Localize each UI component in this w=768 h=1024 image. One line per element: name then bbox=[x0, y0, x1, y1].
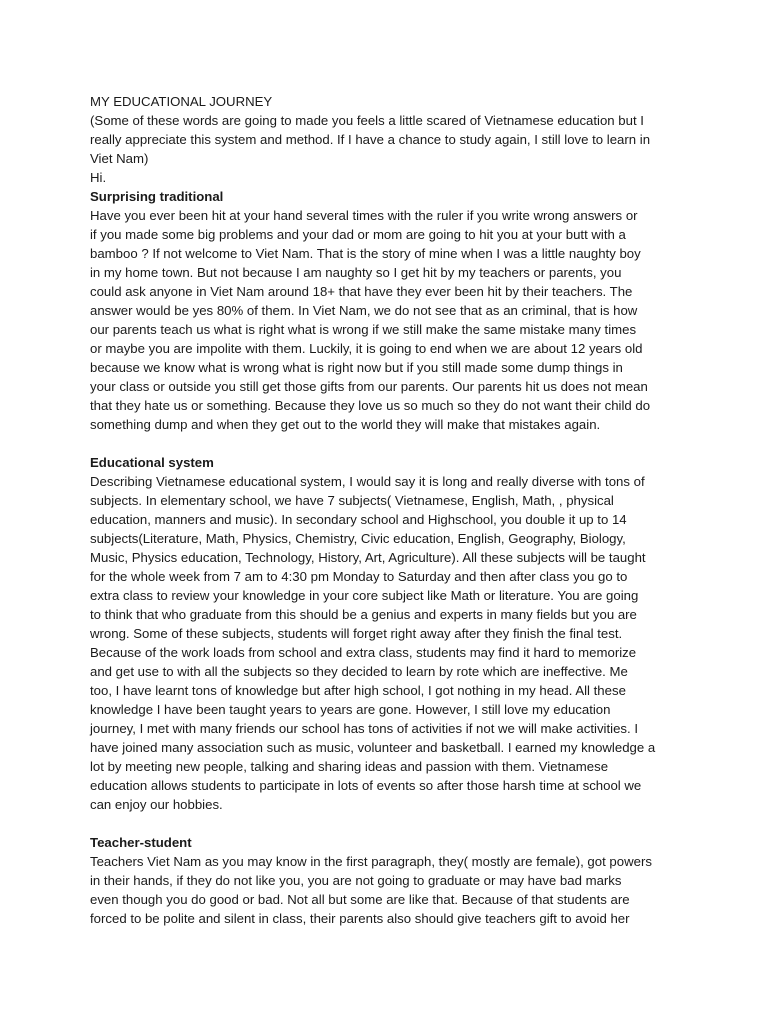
section-surprising-traditional bbox=[90, 187, 680, 434]
paragraph-line: subjects(Literature, Math, Physics, Chemistry, Civic education, English, Geography, Biology, bbox=[90, 531, 626, 546]
paragraph-line: can enjoy our hobbies. bbox=[90, 797, 223, 812]
paragraph-line: education, manners and music). In secondary school and Highschool, you double it up to 14 bbox=[90, 512, 627, 527]
paragraph-line: our parents teach us what is right what is wrong if we still make the same mistake many times bbox=[90, 322, 637, 337]
paragraph-line: even though you do good or bad. Not all but some are like that. Because of that students are bbox=[90, 892, 630, 907]
paragraph-line: something dump and when they get out to the world they will make that mistakes again. bbox=[90, 417, 601, 432]
section-heading: Educational system bbox=[90, 455, 214, 470]
paragraph-line: bamboo ? If not welcome to Viet Nam. That is the story of mine when I was a little naughty boy bbox=[90, 246, 641, 261]
intro-line: really appreciate this system and method. If I have a chance to study again, I still love to learn in bbox=[90, 132, 651, 147]
paragraph-line: for the whole week from 7 am to 4:30 pm Monday to Saturday and then after class you go to bbox=[90, 569, 628, 584]
paragraph-line: if you made some big problems and your dad or mom are going to hit you at your butt with a bbox=[90, 227, 626, 242]
paragraph-line: in their hands, if they do not like you, you are not going to graduate or may have bad marks bbox=[90, 873, 622, 888]
document-title: MY EDUCATIONAL JOURNEY bbox=[90, 94, 273, 109]
paragraph-line: answer would be yes 80% of them. In Viet Nam, we do not see that as an criminal, that is how bbox=[90, 303, 638, 318]
document-page bbox=[90, 92, 680, 928]
paragraph-line: your class or outside you still get those gifts from our parents. Our parents hit us does not mean bbox=[90, 379, 648, 394]
paragraph-line: forced to be polite and silent in class, their parents also should give teachers gift to avoid her bbox=[90, 911, 630, 926]
paragraph-line: because we know what is wrong what is right now but if you still made some dump things in bbox=[90, 360, 623, 375]
paragraph-line: Music, Physics education, Technology, History, Art, Agriculture). All these subjects will be taught bbox=[90, 550, 646, 565]
paragraph-line: knowledge I have been taught years to years are gone. However, I still love my education bbox=[90, 702, 611, 717]
paragraph-line: Teachers Viet Nam as you may know in the first paragraph, they( mostly are female), got powers bbox=[90, 854, 652, 869]
paragraph-line: that they hate us or something. Because they love us so much so they do not want their child do bbox=[90, 398, 651, 413]
paragraph-line: wrong. Some of these subjects, students will forget right away after they finish the final test. bbox=[90, 626, 623, 641]
paragraph-line: to think that who graduate from this should be a genius and experts in many fields but you are bbox=[90, 607, 637, 622]
section-heading: Surprising traditional bbox=[90, 189, 224, 204]
paragraph-line: have joined many association such as music, volunteer and basketball. I earned my knowledge a bbox=[90, 740, 656, 755]
section-educational-system bbox=[90, 453, 680, 814]
paragraph-spacer bbox=[90, 434, 680, 453]
paragraph-line: subjects. In elementary school, we have 7 subjects( Vietnamese, English, Math, , physical bbox=[90, 493, 614, 508]
paragraph-line: Because of the work loads from school and extra class, students may find it hard to memorize bbox=[90, 645, 637, 660]
section-heading: Teacher-student bbox=[90, 835, 192, 850]
paragraph-line: in my home town. But not because I am naughty so I get hit by my teachers or parents, you bbox=[90, 265, 622, 280]
paragraph-line: lot by meeting new people, talking and sharing ideas and passion with them. Vietnamese bbox=[90, 759, 609, 774]
paragraph-line: journey, I met with many friends our school has tons of activities if not we will make activities. I bbox=[90, 721, 638, 736]
paragraph-line: Describing Vietnamese educational system, I would say it is long and really diverse with tons of bbox=[90, 474, 645, 489]
paragraph-line: too, I have learnt tons of knowledge but after high school, I got nothing in my head. All these bbox=[90, 683, 626, 698]
paragraph-line: education allows students to participate in lots of events so after those harsh time at school we bbox=[90, 778, 642, 793]
section-teacher-student bbox=[90, 833, 680, 928]
paragraph-spacer bbox=[90, 814, 680, 833]
paragraph-line: could ask anyone in Viet Nam around 18+ that have they ever been hit by their teachers. The bbox=[90, 284, 633, 299]
paragraph-line: extra class to review your knowledge in your core subject like Math or literature. You are going bbox=[90, 588, 639, 603]
paragraph-line: and get use to with all the subjects so they decided to learn by rote which are ineffective. Me bbox=[90, 664, 628, 679]
paragraph-line: or maybe you are impolite with them. Luckily, it is going to end when we are about 12 years old bbox=[90, 341, 643, 356]
paragraph-line: Have you ever been hit at your hand several times with the ruler if you write wrong answers or bbox=[90, 208, 638, 223]
greeting: Hi. bbox=[90, 170, 107, 185]
intro-line: Viet Nam) bbox=[90, 151, 149, 166]
intro-line: (Some of these words are going to made you feels a little scared of Vietnamese education but I bbox=[90, 113, 644, 128]
